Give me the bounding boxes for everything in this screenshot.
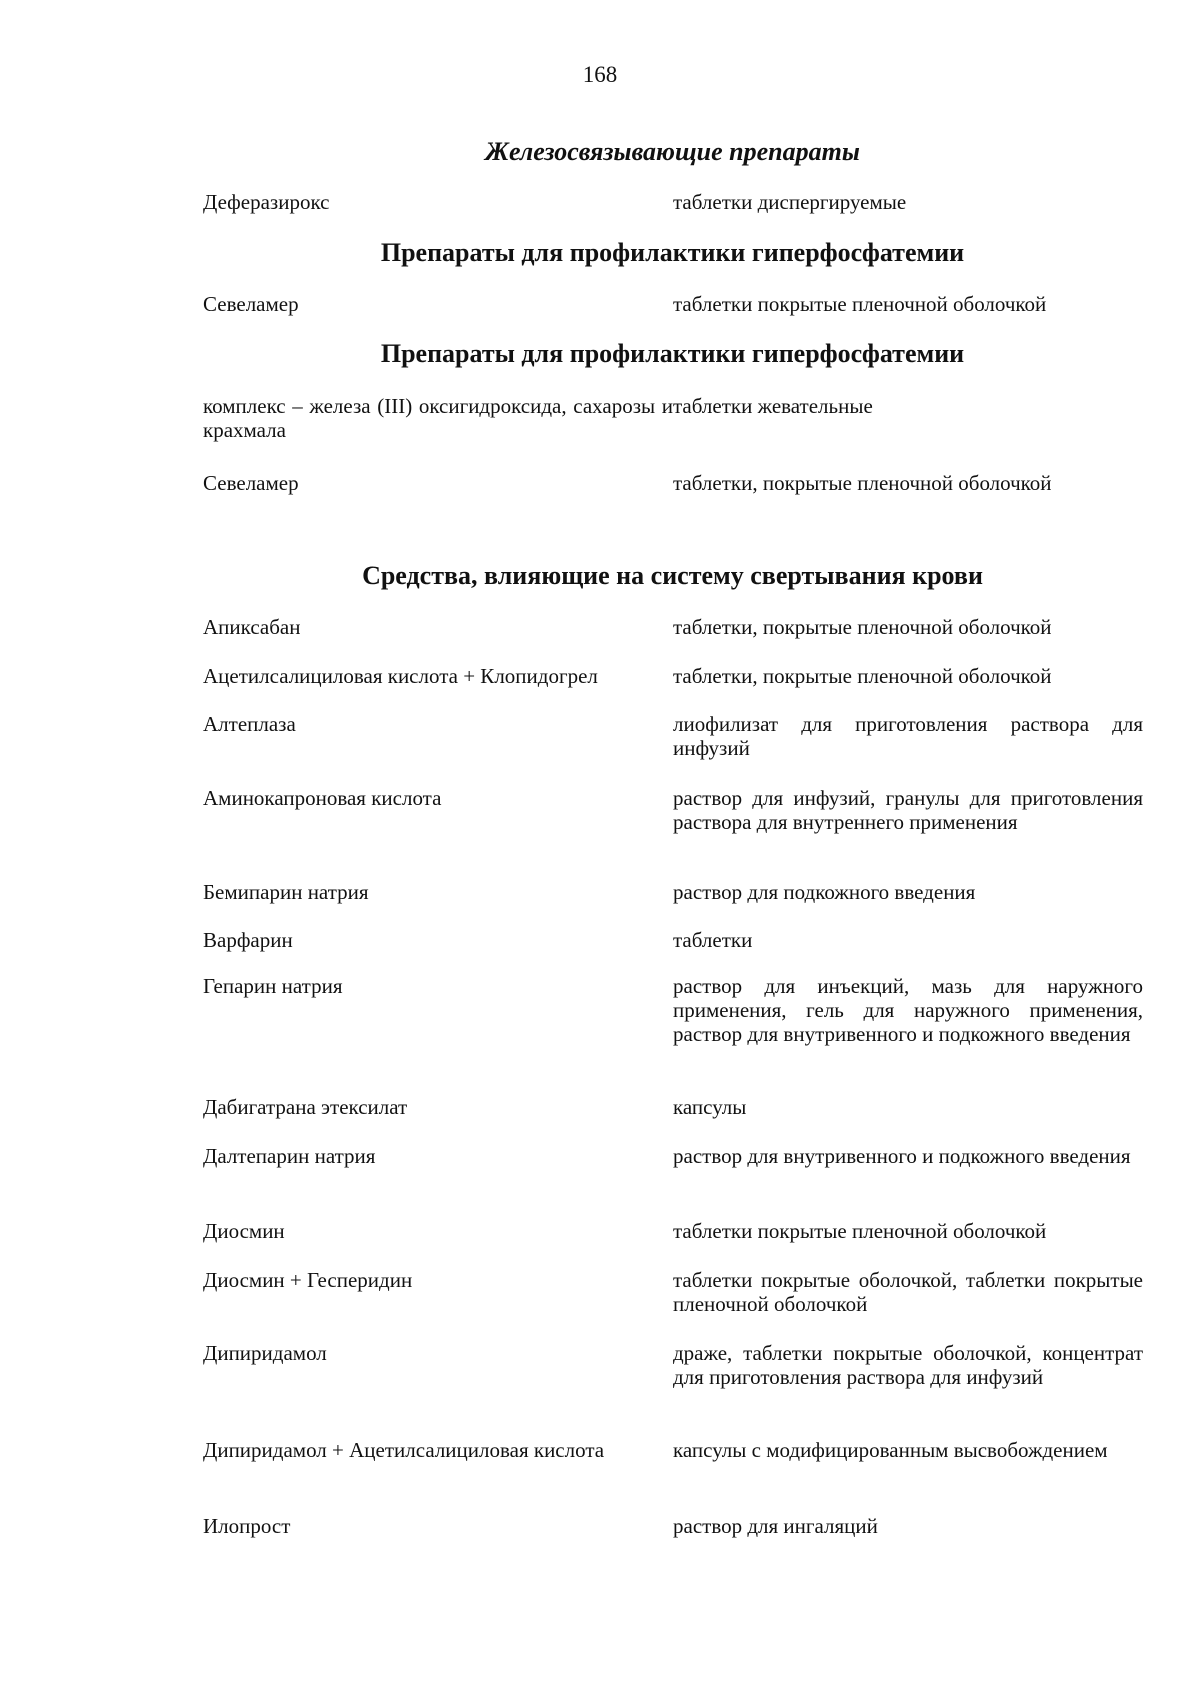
drug-name: Аминокапроновая кислота xyxy=(203,786,442,810)
section-heading: Железосвязывающие препараты xyxy=(485,137,860,166)
table-row xyxy=(203,1268,1148,1316)
drug-name: Дипиридамол + Ацетилсалициловая кислота xyxy=(203,1438,605,1462)
drug-form: капсулы xyxy=(673,1095,747,1119)
drug-name: Диосмин + Гесперидин xyxy=(203,1268,413,1292)
drug-form: раствор для внутривенного и подкожного введения xyxy=(673,1144,1131,1168)
drug-form: драже, таблетки покрытые оболочкой, концентрат для приготовления раствора для инфузий xyxy=(673,1341,1143,1389)
table-row xyxy=(203,1341,1148,1389)
table-row xyxy=(203,394,1148,442)
drug-form: раствор для инфузий, гранулы для приготовления раствора для внутреннего применения xyxy=(673,786,1143,834)
drug-name: Апиксабан xyxy=(203,615,301,639)
drug-name: Варфарин xyxy=(203,928,293,952)
drug-form: раствор для ингаляций xyxy=(673,1514,878,1538)
table-row xyxy=(203,1438,1148,1462)
drug-form: раствор для инъекций, мазь для наружного применения, гель для наружного применения, раствор для внутривенного и подкожного введения xyxy=(673,974,1143,1046)
table-row xyxy=(203,471,1148,495)
table-row xyxy=(203,615,1148,639)
drug-form: таблетки, покрытые пленочной оболочкой xyxy=(673,664,1052,688)
drug-name: комплекс – железа (III) оксигидроксида, сахарозы и крахмала xyxy=(203,394,673,442)
drug-name: Диосмин xyxy=(203,1219,285,1243)
table-row xyxy=(203,1514,1148,1538)
table-row xyxy=(203,928,1148,952)
drug-form: лиофилизат для приготовления раствора для инфузий xyxy=(673,712,1143,760)
drug-form: таблетки покрытые оболочкой, таблетки покрытые пленочной оболочкой xyxy=(673,1268,1143,1316)
drug-name: Илопрост xyxy=(203,1514,291,1538)
drug-form: таблетки, покрытые пленочной оболочкой xyxy=(673,471,1052,495)
section-heading: Препараты для профилактики гиперфосфатемии xyxy=(380,238,965,267)
drug-name: Ацетилсалициловая кислота + Клопидогрел xyxy=(203,664,598,688)
drug-form: капсулы с модифицированным высвобождением xyxy=(673,1438,1108,1462)
table-row xyxy=(203,1219,1148,1243)
section-heading: Средства, влияющие на систему свертывания крови xyxy=(362,561,983,590)
drug-form: таблетки диспергируемые xyxy=(673,190,907,214)
table-row xyxy=(203,664,1148,688)
drug-form: таблетки покрытые пленочной оболочкой xyxy=(673,292,1047,316)
drug-name: Далтепарин натрия xyxy=(203,1144,376,1168)
drug-name: Дабигатрана этексилат xyxy=(203,1095,408,1119)
drug-name: Севеламер xyxy=(203,471,299,495)
drug-form: таблетки xyxy=(673,928,753,952)
page-number: 168 xyxy=(582,62,618,87)
table-row xyxy=(203,1144,1148,1168)
table-row xyxy=(203,190,1148,214)
drug-form: таблетки жевательные xyxy=(673,394,873,418)
table-row xyxy=(203,1095,1148,1119)
table-row xyxy=(203,712,1148,760)
table-row xyxy=(203,292,1148,316)
drug-name: Бемипарин натрия xyxy=(203,880,369,904)
drug-name: Гепарин натрия xyxy=(203,974,343,998)
drug-form: раствор для подкожного введения xyxy=(673,880,976,904)
drug-form: таблетки покрытые пленочной оболочкой xyxy=(673,1219,1047,1243)
drug-name: Алтеплаза xyxy=(203,712,296,736)
table-row xyxy=(203,974,1148,1046)
section-heading: Препараты для профилактики гиперфосфатемии xyxy=(380,339,965,368)
drug-form: таблетки, покрытые пленочной оболочкой xyxy=(673,615,1052,639)
drug-name: Дипиридамол xyxy=(203,1341,327,1365)
drug-name: Деферазирокс xyxy=(203,190,330,214)
table-row xyxy=(203,786,1148,834)
drug-name: Севеламер xyxy=(203,292,299,316)
table-row xyxy=(203,880,1148,904)
